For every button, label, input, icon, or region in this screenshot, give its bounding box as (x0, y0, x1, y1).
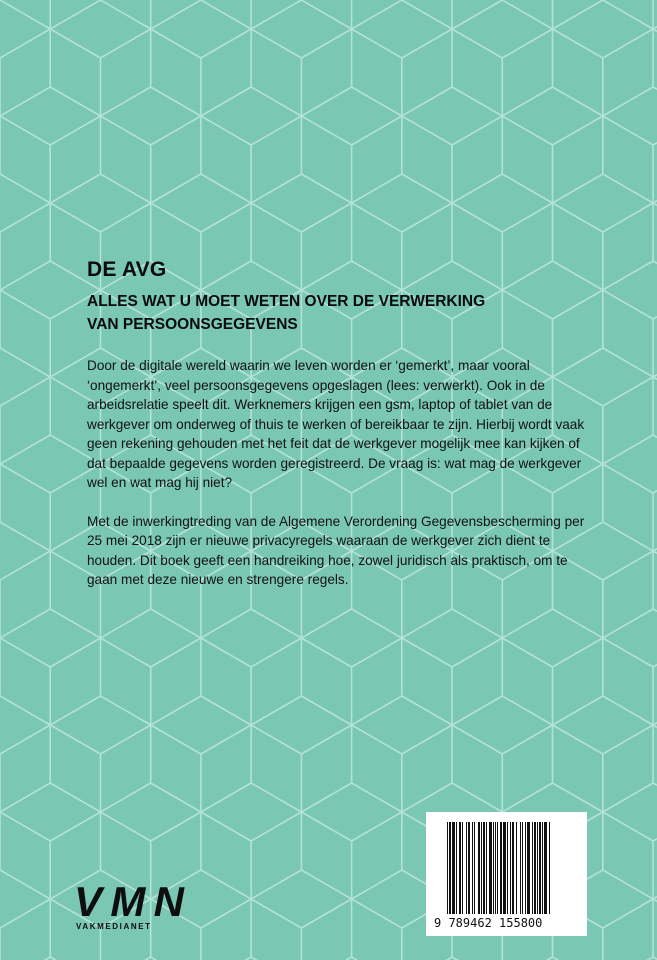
barcode-bar (478, 822, 480, 914)
barcode-bar (462, 822, 463, 914)
barcode-bar (452, 822, 455, 914)
barcode-bar (459, 822, 461, 914)
barcode-label (426, 812, 587, 936)
publisher-logo (74, 881, 186, 934)
barcode-bar (486, 822, 487, 914)
barcode-bar (489, 822, 492, 914)
barcode-bar (456, 822, 457, 914)
logo-lettering: VMN (74, 881, 184, 921)
barcode-bar (539, 822, 541, 914)
barcode-bar (534, 822, 536, 914)
barcode-bar (527, 822, 530, 914)
barcode-bar (537, 822, 538, 914)
barcode-bar (483, 822, 485, 914)
isbn-barcode (447, 822, 570, 914)
barcode-bar (549, 822, 550, 914)
book-title: DE AVG (87, 258, 167, 281)
barcode-bar (495, 822, 496, 914)
barcode-bar (544, 822, 547, 914)
barcode-bar (510, 822, 511, 914)
barcode-bar (449, 822, 451, 914)
vmn-logo-mark (74, 881, 186, 921)
isbn-number: 9 789462 155800 (434, 916, 543, 930)
barcode-bar (472, 822, 473, 914)
description-paragraph-2: Met de inwerkingtreding van de Algemene Verordening Gegevensbescherming per 25 mei 2018 zijn er nieuwe privacyregels waaraan de werkgever zich dient te houden. Dit boek geeft een handreiking hoe, zowel juridisch als praktisch, om te gaan met deze nieuwe en strengere regels. (87, 513, 585, 587)
back-cover-text (87, 258, 592, 590)
barcode-bar (481, 822, 482, 914)
description-paragraph-1: Door de digitale wereld waarin we leven worden er ‘gemerkt’, maar vooral ‘ongemerkt’, veel persoonsgegevens opgeslagen (lees: verwerkt). Ook in de arbeidsrelatie speelt dit. Werknemers krijgen een gsm, laptop of tablet van de werkgever om onderweg of thuis te werken of bereikbaar te zijn. Hierbij wordt vaak geen rekening gehouden met het feit dat de werkgever mogelijk mee kan kijken of dat bepaalde gegevens worden geregistreerd. De vraag is: wat mag de werkgever wel en wat mag hij niet? (87, 358, 585, 490)
barcode-bar (474, 822, 475, 914)
barcode-bar (522, 822, 523, 914)
barcode-bar (493, 822, 494, 914)
barcode-bar (500, 822, 502, 914)
barcode-bar (520, 822, 521, 914)
barcode-bar (512, 822, 514, 914)
barcode-bar (516, 822, 517, 914)
book-subtitle: ALLES WAT U MOET WETEN OVER DE VERWERKING VAN PERSOONSGEGEVENS (87, 293, 486, 333)
barcode-bar (542, 822, 543, 914)
barcode-bar (507, 822, 508, 914)
barcode-bar (468, 822, 470, 914)
barcode-bar (532, 822, 533, 914)
barcode-bar (466, 822, 467, 914)
publisher-name: VAKMEDIANET (76, 922, 152, 931)
barcode-bar (503, 822, 506, 914)
barcode-bar (447, 822, 448, 914)
barcode-bar (497, 822, 498, 914)
barcode-bar (525, 822, 526, 914)
